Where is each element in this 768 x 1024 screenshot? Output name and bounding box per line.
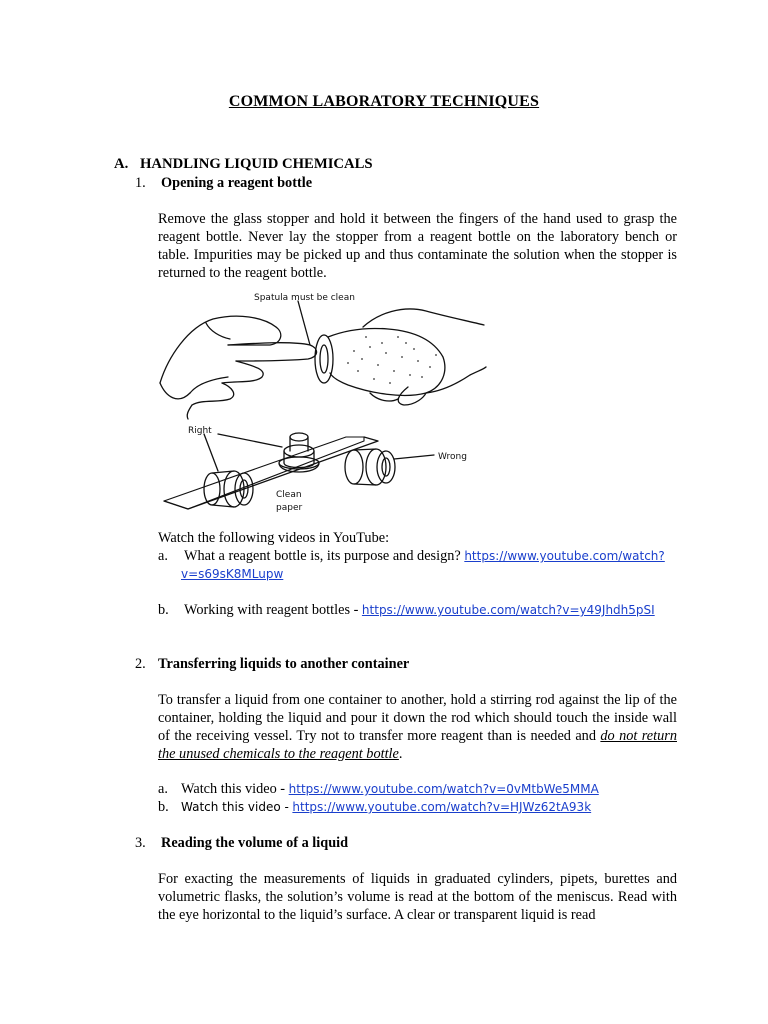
video-a-text: What a reagent bottle is, its purpose and design?: [184, 548, 461, 564]
item1-title: Opening a reagent bottle: [161, 175, 313, 191]
item2-video-a-link[interactable]: https://www.youtube.com/watch?v=0vMtbWe5MMA: [288, 782, 599, 796]
page-title: COMMON LABORATORY TECHNIQUES: [228, 93, 540, 110]
reagent-bottle-figure: [158, 287, 488, 523]
item2-video-a-text: Watch this video -: [181, 781, 286, 797]
figure-label-paper: paper: [276, 503, 303, 513]
item3-heading: [135, 835, 348, 852]
section-title: HANDLING LIQUID CHEMICALS: [140, 156, 373, 172]
item2-paragraph: [158, 691, 677, 763]
item2-title: Transferring liquids to another container: [158, 656, 410, 672]
item2-number: 2.: [135, 656, 146, 672]
item2-video-b: [158, 798, 591, 816]
reagent-bottle-illustration: [158, 287, 488, 523]
figure-label-wrong: Wrong: [438, 452, 467, 462]
item3-paragraph: For exacting the measurements of liquids in graduated cylinders, pipets, burettes and volumetric flasks, the solution’s volume is read at the bottom of the meniscus. Read with the eye horizontal to the liquid’s surface. A clear or transparent liquid is read: [158, 871, 677, 923]
item2-paragraph-main: To transfer a liquid from one container to another, hold a stirring rod against the lip of the container, holding the liquid and pour it down the rod which should touch the inside wall of the receiving vessel. Try not to transfer more reagent than is needed and: [158, 692, 677, 744]
item2-video-b-text: Watch this video -: [181, 800, 289, 814]
item2-heading: [135, 656, 409, 673]
video-b-link[interactable]: https://www.youtube.com/watch?v=y49Jhdh5pSI: [361, 603, 655, 617]
item2-paragraph-emphasis: do not return the unused chemicals to the reagent bottle: [158, 728, 677, 762]
item3-title: Reading the volume of a liquid: [161, 835, 349, 851]
figure-label-spatula: Spatula must be clean: [254, 293, 355, 303]
video-a-link[interactable]: https://www.youtube.com/watch?: [464, 549, 665, 563]
figure-label-right: Right: [188, 426, 212, 436]
video-b-text: Working with reagent bottles -: [184, 602, 359, 618]
item1-paragraph: Remove the glass stopper and hold it between the fingers of the hand used to grasp the reagent bottle. Never lay the stopper from a reagent bottle on the laboratory bench or table. Impurities may be picked up and thus contaminate the solution when the stopper is returned to the reagent bottle.: [158, 211, 677, 281]
videos-intro: Watch the following videos in YouTube:: [158, 530, 390, 546]
video-b-label: b.: [158, 602, 169, 618]
item2-paragraph-end: .: [398, 746, 403, 762]
item2-video-b-link[interactable]: https://www.youtube.com/watch?v=HJWz62tA93k: [292, 800, 592, 814]
item2-video-a: [158, 780, 599, 798]
video-item-a-cont: [181, 565, 283, 583]
video-item-b: [158, 601, 655, 619]
video-a-link-cont[interactable]: v=s69sK8MLupw: [181, 567, 284, 581]
item1-heading: [135, 175, 312, 192]
video-a-label: a.: [158, 548, 168, 564]
section-letter: A.: [114, 156, 129, 172]
item2-video-a-label: a.: [158, 781, 168, 797]
figure-label-clean: Clean: [276, 490, 302, 500]
item1-number: 1.: [135, 175, 146, 191]
item3-number: 3.: [135, 835, 146, 851]
item2-video-b-label: b.: [158, 799, 169, 815]
video-item-a: [158, 547, 678, 565]
section-heading: [114, 156, 373, 173]
